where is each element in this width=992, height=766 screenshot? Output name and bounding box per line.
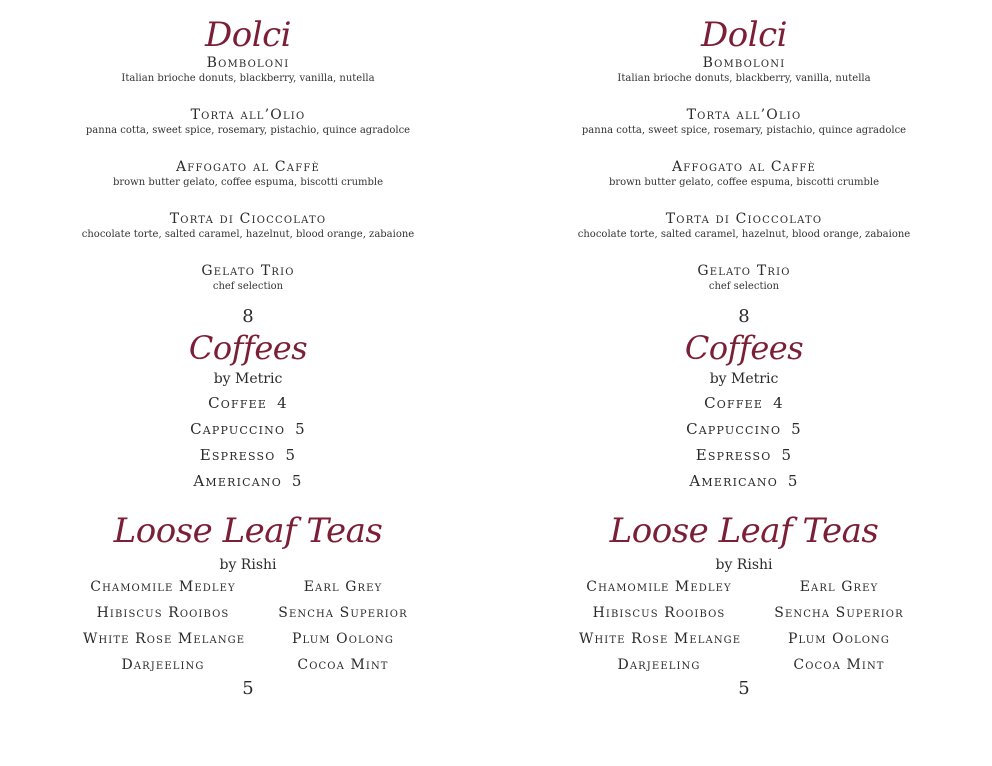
coffee-item — [0, 390, 496, 416]
dolci-list — [496, 54, 992, 314]
dessert-description: chef selection — [708, 281, 780, 292]
coffee-price: 5 — [291, 472, 303, 490]
coffee-name: Coffee — [208, 394, 268, 412]
teas-byline: by Rishi — [219, 557, 277, 573]
dessert-description: chocolate torte, salted caramel, hazelnut, blood orange, zabaione — [577, 229, 911, 240]
coffee-item — [0, 416, 496, 442]
coffee-name: Espresso — [199, 446, 276, 464]
coffee-price: 5 — [285, 446, 297, 464]
dolci-item — [496, 54, 992, 106]
coffee-item — [496, 416, 992, 442]
coffee-price: 4 — [277, 394, 288, 412]
dessert-name: Affogato al Caffè — [176, 159, 320, 175]
dessert-name: Torta di Cioccolato — [665, 211, 823, 227]
dolci-item — [0, 106, 496, 158]
dessert-name: Gelato Trio — [697, 263, 791, 279]
tea-grid — [496, 574, 992, 678]
tea-item: White Rose Melange — [579, 631, 742, 647]
teas-title: Loose Leaf Teas — [609, 511, 879, 551]
coffee-name: Cappuccino — [686, 420, 782, 438]
tea-item: Chamomile Medley — [586, 579, 732, 595]
coffee-item — [0, 468, 496, 494]
tea-item: Plum Oolong — [788, 631, 890, 647]
coffees-byline: by Metric — [709, 371, 779, 387]
dessert-description: brown butter gelato, coffee espuma, biscotti crumble — [112, 177, 384, 188]
tea-item: Sencha Superior — [774, 605, 904, 621]
dolci-list — [0, 54, 496, 314]
tea-item: Cocoa Mint — [793, 657, 885, 673]
tea-item: Earl Grey — [303, 579, 383, 595]
tea-item: Chamomile Medley — [90, 579, 236, 595]
dessert-description: chef selection — [212, 281, 284, 292]
coffee-name: Americano — [193, 472, 282, 490]
tea-item: Cocoa Mint — [297, 657, 389, 673]
tea-grid — [0, 574, 496, 678]
coffee-price: 4 — [773, 394, 784, 412]
dessert-description: brown butter gelato, coffee espuma, biscotti crumble — [608, 177, 880, 188]
coffee-price: 5 — [791, 420, 802, 438]
coffee-name: Espresso — [695, 446, 772, 464]
dessert-description: chocolate torte, salted caramel, hazelnut, blood orange, zabaione — [81, 229, 415, 240]
dessert-name: Gelato Trio — [201, 263, 295, 279]
dessert-name: Torta all’Olio — [190, 107, 306, 123]
dessert-name: Torta di Cioccolato — [169, 211, 327, 227]
dessert-description: Italian brioche donuts, blackberry, vanilla, nutella — [121, 73, 375, 84]
teas-title: Loose Leaf Teas — [113, 511, 383, 551]
dessert-description: Italian brioche donuts, blackberry, vanilla, nutella — [617, 73, 871, 84]
coffee-item — [496, 468, 992, 494]
coffee-item — [0, 442, 496, 468]
dessert-name: Bomboloni — [206, 55, 290, 71]
tea-item: White Rose Melange — [83, 631, 246, 647]
tea-price: 5 — [242, 678, 254, 699]
dolci-item — [496, 106, 992, 158]
tea-item: Hibiscus Rooibos — [592, 605, 726, 621]
dolci-item — [496, 158, 992, 210]
dessert-name: Bomboloni — [702, 55, 786, 71]
dolci-title: Dolci — [700, 15, 788, 55]
coffee-item — [496, 390, 992, 416]
coffee-price: 5 — [781, 446, 793, 464]
coffees-byline: by Metric — [213, 371, 283, 387]
coffee-list — [496, 390, 992, 494]
tea-item: Plum Oolong — [292, 631, 394, 647]
dessert-description: panna cotta, sweet spice, rosemary, pistachio, quince agradolce — [581, 125, 907, 136]
coffee-item — [496, 442, 992, 468]
tea-item: Sencha Superior — [278, 605, 408, 621]
dessert-name: Torta all’Olio — [686, 107, 802, 123]
coffees-title: Coffees — [188, 329, 308, 367]
dolci-title: Dolci — [204, 15, 292, 55]
dolci-item — [0, 158, 496, 210]
coffees-title: Coffees — [684, 329, 804, 367]
coffee-name: Coffee — [704, 394, 764, 412]
coffee-name: Cappuccino — [190, 420, 286, 438]
tea-price: 5 — [738, 678, 750, 699]
tea-item: Earl Grey — [799, 579, 879, 595]
tea-item: Hibiscus Rooibos — [96, 605, 230, 621]
teas-byline: by Rishi — [715, 557, 773, 573]
dolci-price: 8 — [738, 306, 750, 327]
dessert-name: Affogato al Caffè — [672, 159, 816, 175]
dolci-price: 8 — [242, 306, 254, 327]
coffee-price: 5 — [787, 472, 799, 490]
coffee-list — [0, 390, 496, 494]
dessert-description: panna cotta, sweet spice, rosemary, pistachio, quince agradolce — [85, 125, 411, 136]
coffee-price: 5 — [295, 420, 306, 438]
menu-panel-right — [496, 0, 992, 766]
dolci-item — [496, 210, 992, 262]
tea-item: Darjeeling — [121, 657, 205, 673]
tea-item: Darjeeling — [617, 657, 701, 673]
coffee-name: Americano — [689, 472, 778, 490]
dolci-item — [0, 54, 496, 106]
dolci-item — [0, 210, 496, 262]
